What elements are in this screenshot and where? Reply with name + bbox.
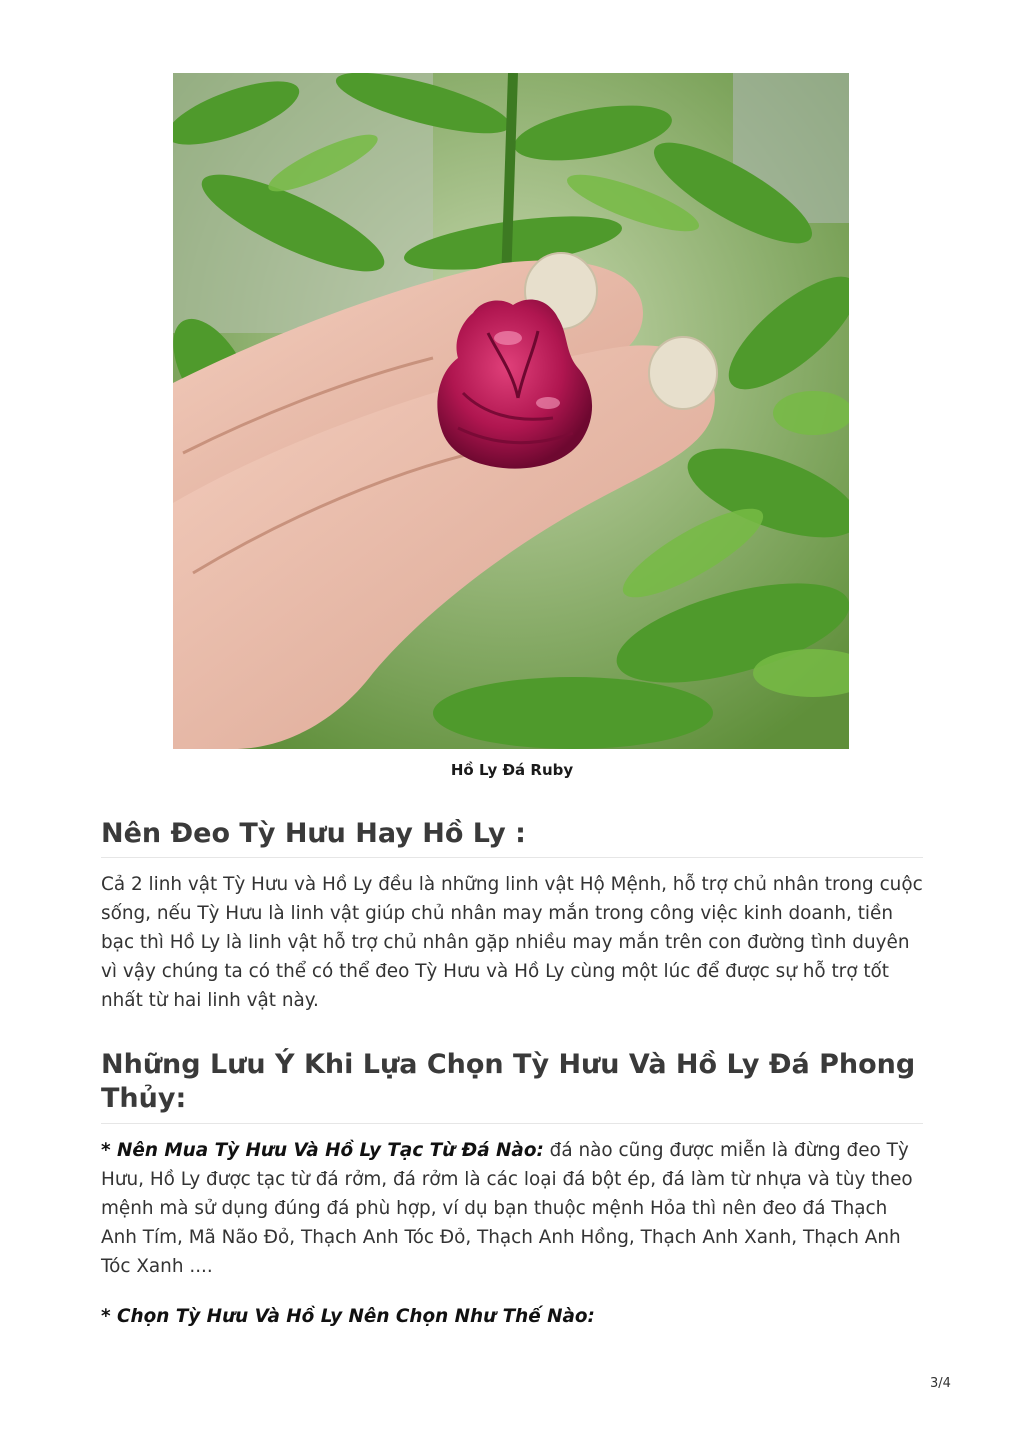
note-item-lead: * Chọn Tỳ Hưu Và Hồ Ly Nên Chọn Như Thế Nào:	[101, 1306, 595, 1327]
ruby-fox-photo	[173, 73, 849, 749]
note-item-text: đá nào cũng được miễn là đừng đeo Tỳ Hưu, Hồ Ly được tạc từ đá rởm, đá rởm là các loại đá bột ép, đá làm từ nhựa và tùy theo mệnh mà sử dụng đúng đá phù hợp, ví dụ bạn thuộc mệnh Hỏa thì nên đeo đá Thạch Anh Tím, Mã Não Đỏ, Thạch Anh Tóc Đỏ, Thạch Anh Hồng, Thạch Anh Xanh, Thạch Anh Tóc Xanh ....	[101, 1140, 913, 1277]
page-number: 3/4	[930, 1376, 951, 1391]
heading-divider	[101, 857, 923, 858]
section-heading-which-to-wear: Nên Đeo Tỳ Hưu Hay Hồ Ly :	[101, 818, 526, 849]
note-item-lead: * Nên Mua Tỳ Hưu Và Hồ Ly Tạc Từ Đá Nào:	[101, 1140, 544, 1161]
note-item-stone-choice	[101, 1136, 923, 1281]
section-heading-selection-notes: Những Lưu Ý Khi Lựa Chọn Tỳ Hưu Và Hồ Ly Đá Phong Thủy:	[101, 1049, 916, 1114]
image-caption: Hồ Ly Đá Ruby	[450, 761, 574, 779]
heading-divider	[101, 1123, 923, 1124]
section-paragraph: Cả 2 linh vật Tỳ Hưu và Hồ Ly đều là những linh vật Hộ Mệnh, hỗ trợ chủ nhân trong cuộc sống, nếu Tỳ Hưu là linh vật giúp chủ nhân may mắn trong công việc kinh doanh, tiền bạc thì Hồ Ly là linh vật hỗ trợ chủ nhân gặp nhiều may mắn trên con đường tình duyên vì vậy chúng ta có thể có thể đeo Tỳ Hưu và Hồ Ly cùng một lúc để được sự hỗ trợ tốt nhất từ hai linh vật này.	[101, 874, 923, 1011]
note-item-how-to-choose	[101, 1302, 923, 1331]
